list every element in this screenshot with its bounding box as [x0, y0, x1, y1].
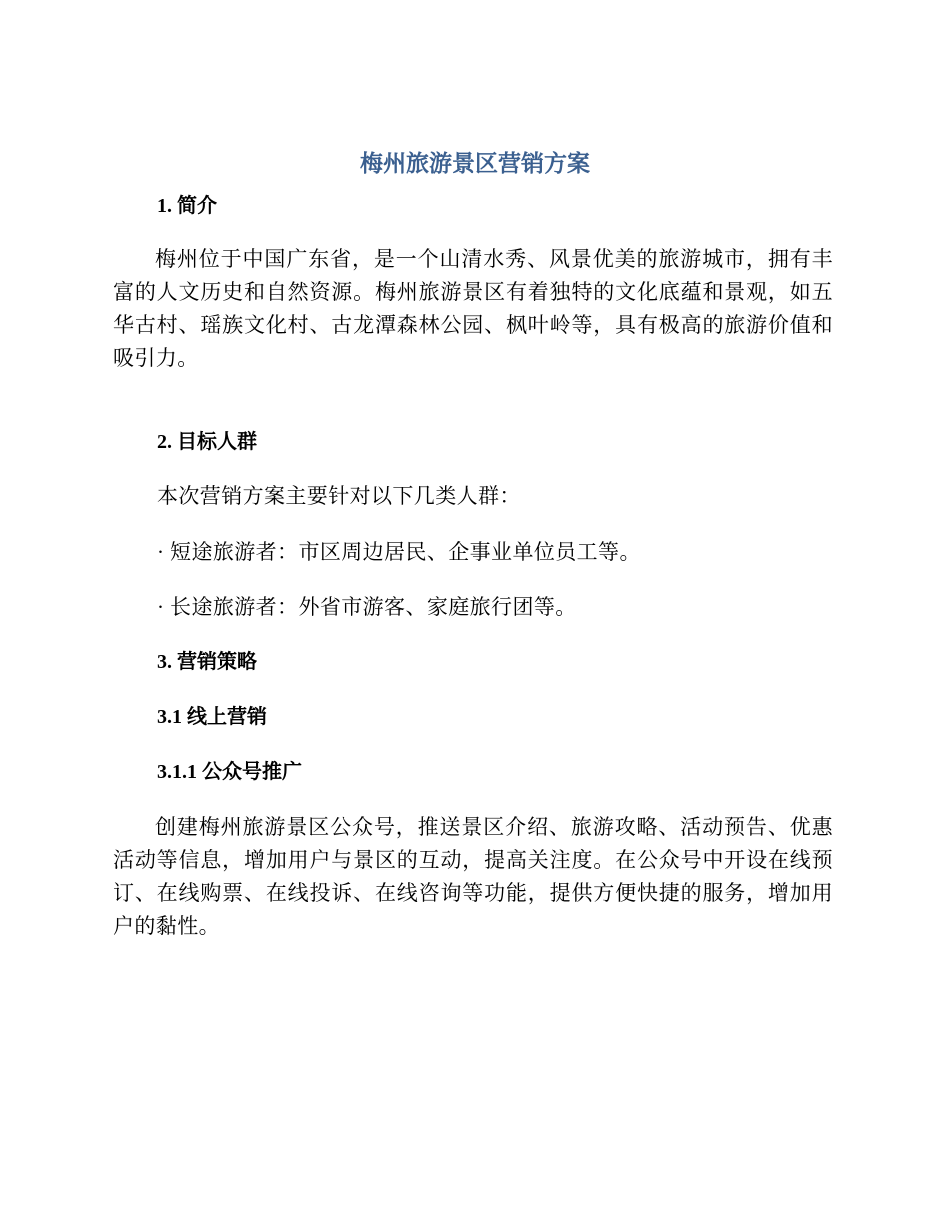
official-account-paragraph: 创建梅州旅游景区公众号，推送景区介绍、旅游攻略、活动预告、优惠活动等信息，增加用户与景区的互动，提高关注度。在公众号中开设在线预订、在线购票、在线投诉、在线咨询等功能，提供方便快捷的服务，增加用户的黏性。 [113, 815, 833, 938]
document-title: 梅州旅游景区营销方案 [360, 150, 590, 176]
subsection-heading-official-account: 3.1.1 公众号推广 [157, 761, 302, 783]
section-heading-marketing-strategy: 3. 营销策略 [157, 651, 257, 673]
bullet-item-short-trip: · 短途旅游者：市区周边居民、企事业单位员工等。 [157, 540, 641, 564]
target-audience-intro: 本次营销方案主要针对以下几类人群： [157, 484, 521, 508]
subsection-heading-online-marketing: 3.1 线上营销 [157, 706, 267, 728]
bullet-item-long-trip: · 长途旅游者：外省市游客、家庭旅行团等。 [157, 595, 577, 619]
intro-paragraph: 梅州位于中国广东省，是一个山清水秀、风景优美的旅游城市，拥有丰富的人文历史和自然资源。梅州旅游景区有着独特的文化底蕴和景观，如五华古村、瑶族文化村、古龙潭森林公园、枫叶岭等，具有极高的旅游价值和吸引力。 [113, 247, 833, 370]
section-heading-intro: 1. 简介 [157, 195, 217, 217]
section-heading-target-audience: 2. 目标人群 [157, 431, 257, 453]
